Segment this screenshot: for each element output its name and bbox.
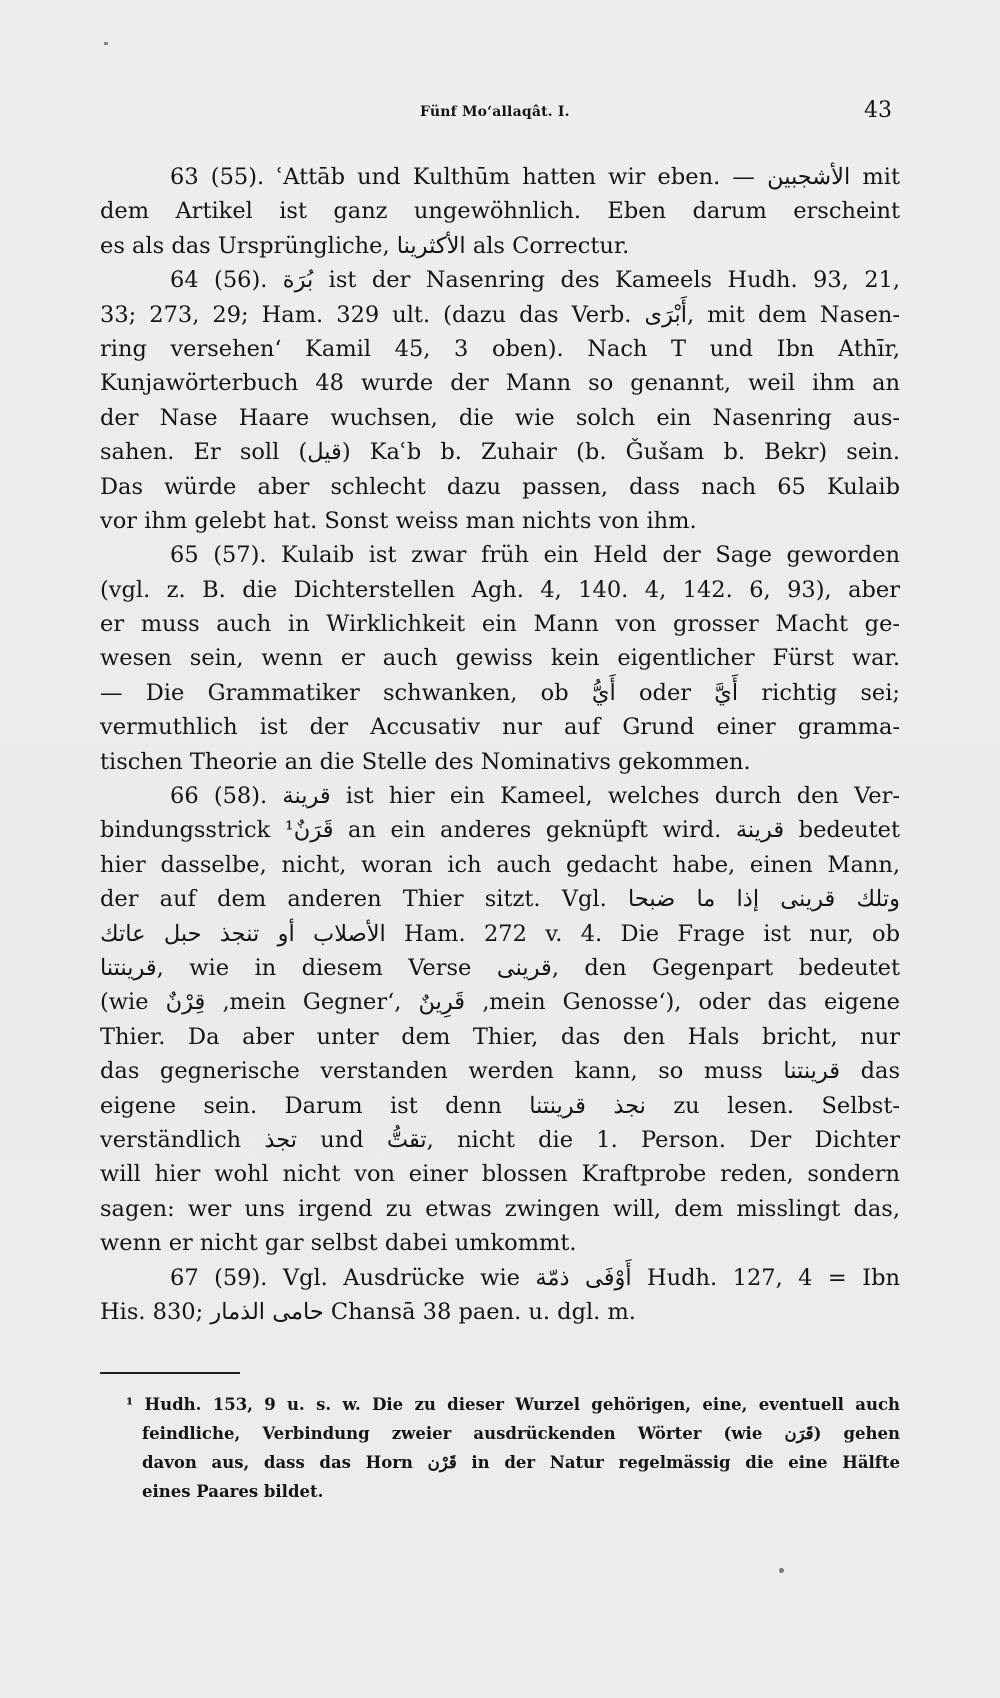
text-line: Thier. Da aber unter dem Thier, das den Hals bricht, nur	[100, 1023, 900, 1050]
page-header	[100, 98, 900, 128]
text-line: — Die Grammatiker schwanken, ob أَيُّ oder أَيَّ richtig sei;	[100, 679, 900, 706]
text-line: der Nase Haare wuchsen, die wie solch ein Nasenring aus-	[100, 404, 900, 431]
text-line: sagen: wer uns irgend zu etwas zwingen will, dem misslingt das,	[100, 1195, 900, 1222]
text-line: (wie قِرْنٌ ‚mein Gegner‘, قَرِينٌ ‚mein Genosse‘), oder das eigene	[100, 989, 900, 1016]
text-line: 64 (56). بُرَة ist der Nasenring des Kameels Hudh. 93, 21,	[170, 267, 901, 294]
text-line: dem Artikel ist ganz ungewöhnlich. Eben darum erscheint	[100, 198, 900, 225]
footnote-line: ¹ Hudh. 153, 9 u. s. w. Die zu dieser Wurzel gehörigen, eine, eventuell auch	[126, 1395, 900, 1414]
footnote-line: eines Paares bildet.	[142, 1482, 324, 1501]
text-line: vermuthlich ist der Accusativ nur auf Grund einer gramma-	[100, 714, 900, 741]
text-line: 33; 273, 29; Ham. 329 ult. (dazu das Verb. أَبْرَى, mit dem Nasen-	[100, 301, 900, 328]
text-line: 63 (55). ʿAttāb und Kulthūm hatten wir eben. — الأشجبين mit	[170, 164, 900, 190]
text-line: الأصلاب أو تنجذ حبل عاتك Ham. 272 v. 4. Die Frage ist nur, ob	[100, 920, 900, 947]
text-line: hier dasselbe, nicht, woran ich auch gedacht habe, einen Mann,	[100, 851, 900, 878]
scan-mark	[104, 42, 108, 45]
footnote-divider	[100, 1372, 240, 1374]
footnote-line: davon aus, dass das Horn قَرْن in der Natur regelmässig die eine Hälfte	[142, 1453, 900, 1472]
ink-dot	[779, 1568, 784, 1573]
running-head: Fünf Mo‘allaqât. I.	[420, 104, 570, 120]
text-line: ring versehen‘ Kamil 45, 3 oben). Nach T und Ibn Athīr,	[100, 335, 900, 362]
footnote	[100, 1390, 900, 1506]
text-line: es als das Ursprüngliche, الأكثرينا als Correctur.	[100, 232, 630, 259]
text-line: der auf dem anderen Thier sitzt. Vgl. وتلك قرينى إذا ما ضبحا	[100, 886, 900, 913]
text-line: wenn er nicht gar selbst dabei umkommt.	[100, 1230, 577, 1257]
text-line: sahen. Er soll (قيل) Kaʿb b. Zuhair (b. Ǧušam b. Bekr) sein.	[100, 439, 900, 466]
main-text	[100, 160, 900, 1329]
text-line: das gegnerische verstanden werden kann, so muss قرينتنا das	[100, 1058, 900, 1085]
text-line: (vgl. z. B. die Dichterstellen Agh. 4, 140. 4, 142. 6, 93), aber	[100, 576, 900, 603]
page-number: 43	[864, 98, 892, 123]
text-line: قرينتنا, wie in diesem Verse قرينى, den Gegenpart bedeutet	[100, 954, 900, 981]
text-line: wesen sein, wenn er auch gewiss kein eigentlicher Fürst war.	[100, 645, 900, 672]
text-line: 67 (59). Vgl. Ausdrücke wie أَوْفَى ذمّة Hudh. 127, 4 = Ibn	[170, 1264, 900, 1291]
text-line: His. 830; حامى الذمار Chansā 38 paen. u. dgl. m.	[100, 1298, 636, 1325]
text-line: Das würde aber schlecht dazu passen, dass nach 65 Kulaib	[100, 473, 900, 500]
footnote-line: feindliche, Verbindung zweier ausdrückenden Wörter (wie قَرَن) gehen	[142, 1424, 901, 1443]
text-line: 65 (57). Kulaib ist zwar früh ein Held der Sage geworden	[170, 542, 900, 569]
text-line: vor ihm gelebt hat. Sonst weiss man nichts von ihm.	[100, 507, 697, 534]
text-line: 66 (58). قرينة ist hier ein Kameel, welches durch den Ver-	[170, 783, 900, 810]
text-line: Kunjawörterbuch 48 wurde der Mann so genannt, weil ihm an	[100, 370, 900, 397]
text-line: eigene sein. Darum ist denn نجذ قرينتنا zu lesen. Selbst-	[100, 1092, 900, 1119]
text-line: verständlich تجذ und تقتُّ, nicht die 1. Person. Der Dichter	[100, 1126, 900, 1153]
text-line: will hier wohl nicht von einer blossen Kraftprobe reden, sondern	[100, 1161, 900, 1188]
text-line: er muss auch in Wirklichkeit ein Mann von grosser Macht ge-	[100, 611, 900, 638]
text-line: bindungsstrick قَرَنٌ¹ an ein anderes geknüpft wird. قرينة bedeutet	[100, 817, 901, 844]
text-line: tischen Theorie an die Stelle des Nominativs gekommen.	[100, 748, 751, 775]
